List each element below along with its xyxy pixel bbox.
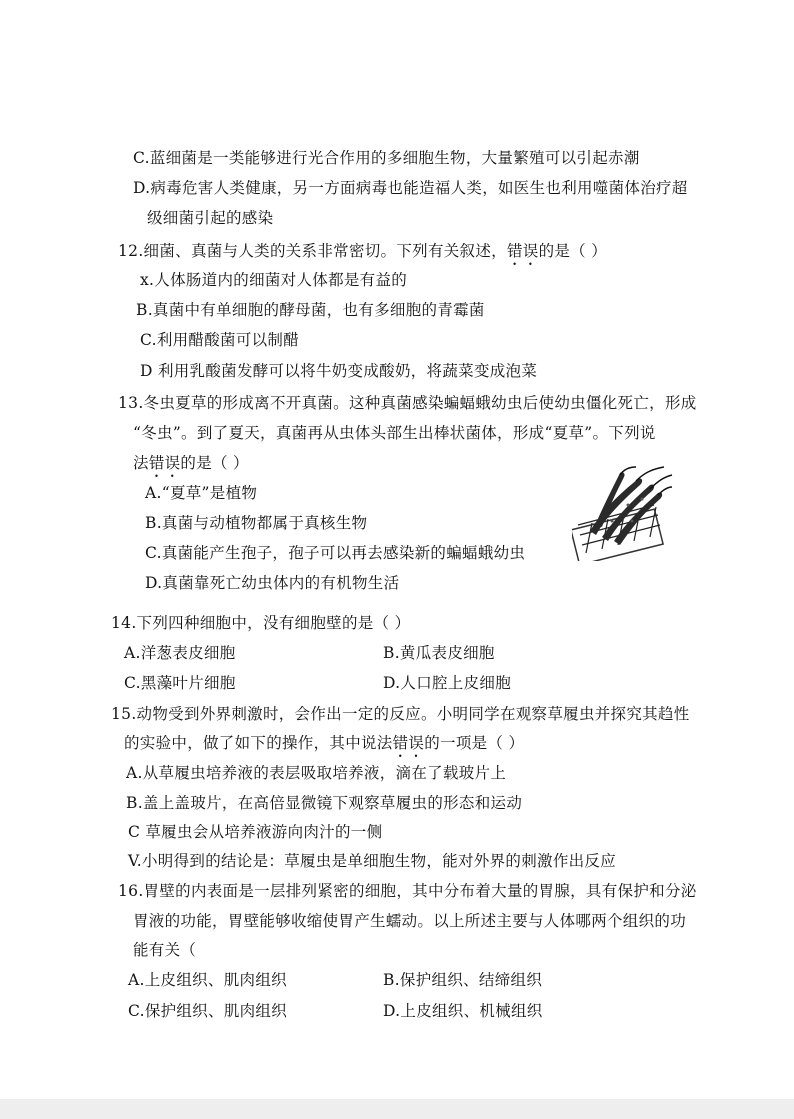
- q16-option-b: B.保护组织、结缔组织: [383, 971, 543, 989]
- q12-option-c: C.利用醋酸菌可以制醋: [140, 331, 300, 349]
- q16-stem-line1: 16.胃壁的内表面是一层排列紧密的细胞，其中分布着大量的胃腺，具有保护和分泌: [118, 882, 697, 900]
- q11-option-c: C.蓝细菌是一类能够进行光合作用的多细胞生物，大量繁殖可以引起赤潮: [133, 149, 640, 167]
- q14-option-b: B.黄瓜表皮细胞: [383, 644, 495, 662]
- q16-stem-line3: 能有关（: [133, 941, 197, 959]
- page-bottom-edge: [0, 1099, 794, 1119]
- q14-stem: 14.下列四种细胞中，没有细胞壁的是（ ）: [111, 614, 411, 632]
- q14-option-c: C.黑藻叶片细胞: [124, 674, 236, 692]
- q14-option-d: D.人口腔上皮细胞: [383, 674, 512, 692]
- q13-stem-line1: 13.冬虫夏草的形成离不开真菌。这种真菌感染蝙蝠蛾幼虫后使幼虫僵化死亡，形成: [118, 394, 697, 412]
- cordyceps-illustration: [572, 465, 674, 561]
- q12-stem: 12.细菌、真菌与人类的关系非常密切。下列有关叙述，错误的是（ ）: [118, 242, 607, 260]
- q15-stem-line2: 的实验中，做了如下的操作，其中说法错误的一项是（ ）: [124, 734, 525, 752]
- q13-option-b: B.真菌与动植物都属于真核生物: [145, 514, 368, 532]
- q11-option-d-line2: 级细菌引起的感染: [147, 209, 274, 227]
- q11-option-d-line1: D.病毒危害人类健康，另一方面病毒也能造福人类，如医生也利用噬菌体治疗超: [133, 179, 688, 197]
- q13-stem-line3: 法错误的是（ ）: [133, 454, 249, 472]
- q12-option-a: x.人体肠道内的细菌对人体都是有益的: [140, 271, 408, 289]
- q14-option-a: A.洋葱表皮细胞: [124, 644, 236, 662]
- q16-option-d: D.上皮组织、机械组织: [383, 1002, 543, 1020]
- q15-option-d: V.小明得到的结论是：草履虫是单细胞生物，能对外界的刺激作出反应: [128, 852, 617, 870]
- q15-stem-line1: 15.动物受到外界刺激时，会作出一定的反应。小明同学在观察草履虫并探究其趋性: [111, 705, 690, 723]
- q13-stem-line2: “冬虫”。到了夏天，真菌再从虫体头部生出棒状菌体，形成“夏草”。下列说: [133, 424, 656, 442]
- q13-option-c: C.真菌能产生孢子，孢子可以再去感染新的蝙蝠蛾幼虫: [145, 544, 526, 562]
- q13-option-a: A.“夏草”是植物: [145, 484, 258, 502]
- q15-option-c: C 草履虫会从培养液游向肉汁的一侧: [128, 823, 383, 841]
- q15-option-a: A.从草履虫培养液的表层吸取培养液，滴在了载玻片上: [126, 764, 507, 782]
- q12-option-b: B.真菌中有单细胞的酵母菌，也有多细胞的青霉菌: [136, 301, 485, 319]
- q16-option-a: A.上皮组织、肌肉组织: [128, 971, 287, 989]
- q13-option-d: D.真菌靠死亡幼虫体内的有机物生活: [145, 574, 400, 592]
- q12-option-d: D 利用乳酸菌发酵可以将牛奶变成酸奶，将蔬菜变成泡菜: [140, 362, 538, 380]
- q16-stem-line2: 胃液的功能，胃壁能够收缩使胃产生蠕动。以上所述主要与人体哪两个组织的功: [133, 912, 687, 930]
- q15-option-b: B.盖上盖玻片，在高倍显微镜下观察草履虫的形态和运动: [126, 794, 523, 812]
- q16-option-c: C.保护组织、肌肉组织: [128, 1002, 288, 1020]
